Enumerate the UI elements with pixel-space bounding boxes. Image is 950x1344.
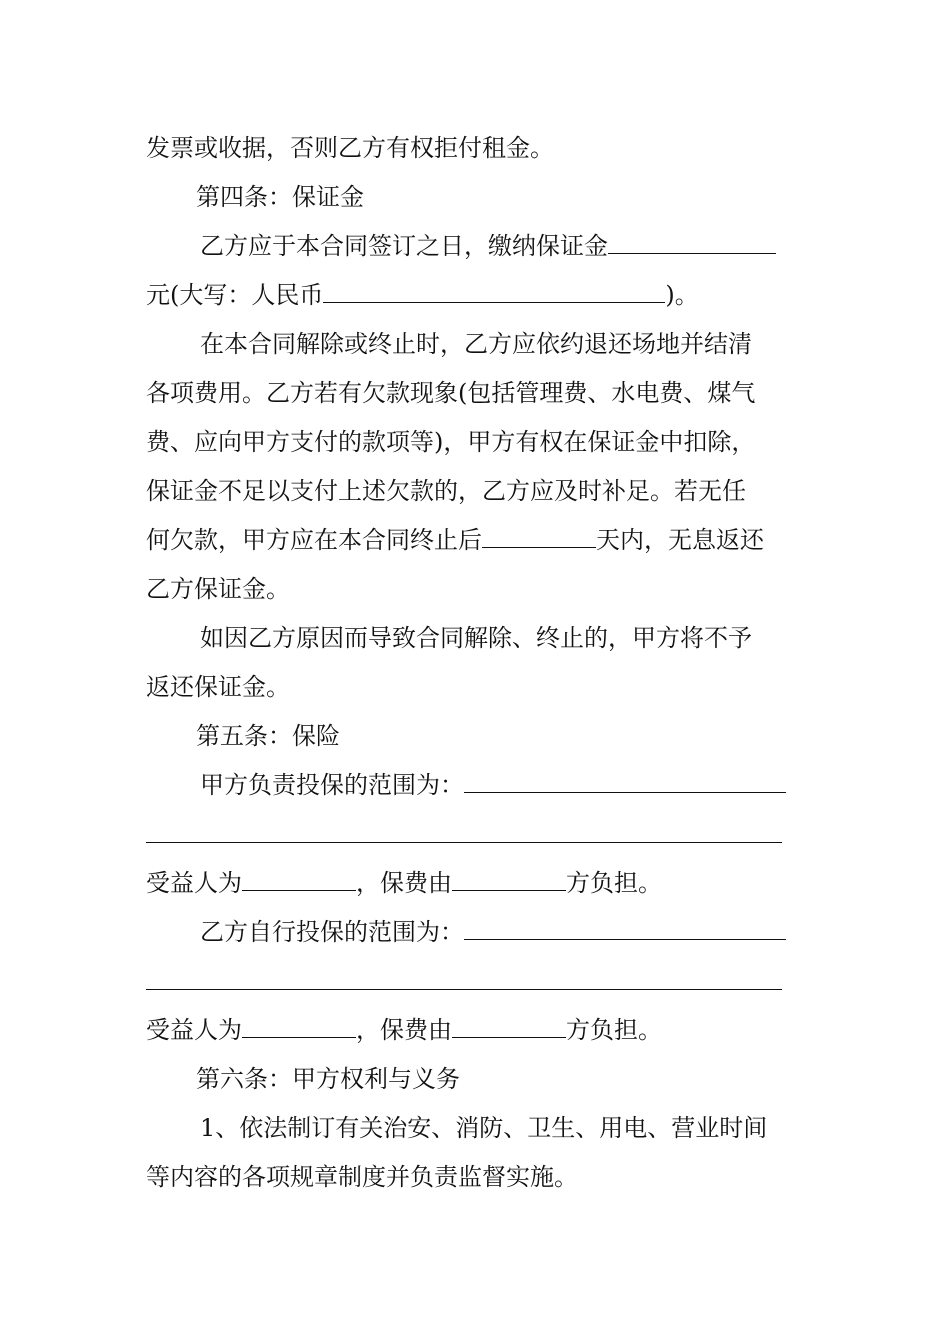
text: )。 xyxy=(665,281,699,309)
refund-days-blank xyxy=(482,517,596,548)
article-4-heading xyxy=(146,173,808,222)
paragraph-line xyxy=(146,467,808,516)
underline-rule xyxy=(146,989,782,990)
paragraph-line xyxy=(146,516,808,565)
heading-text: 第六条：甲方权利与义务 xyxy=(196,1065,460,1093)
text: 乙方自行投保的范围为： xyxy=(200,918,464,946)
paragraph-line xyxy=(146,1104,808,1153)
paragraph-line xyxy=(146,1006,808,1055)
party-b-insurance-scope-blank xyxy=(464,909,786,940)
article-5-heading xyxy=(146,712,808,761)
underline-rule xyxy=(146,842,782,843)
paragraph-line xyxy=(146,369,808,418)
text: 方负担。 xyxy=(566,869,662,897)
text: ，保费由 xyxy=(356,1016,452,1044)
paragraph-line xyxy=(146,614,808,663)
paragraph-line xyxy=(146,859,808,908)
text: 返还保证金。 xyxy=(146,673,290,701)
paragraph-line xyxy=(146,418,808,467)
heading-text: 第四条：保证金 xyxy=(196,183,364,211)
text: 如因乙方原因而导致合同解除、终止的，甲方将不予 xyxy=(200,624,752,652)
beneficiary-blank xyxy=(242,860,356,891)
text: 1、依法制订有关治安、消防、卫生、用电、营业时间 xyxy=(200,1114,768,1142)
deposit-capital-blank xyxy=(323,272,665,303)
premium-payer-blank xyxy=(452,1007,566,1038)
paragraph-line xyxy=(146,565,808,614)
text: 受益人为 xyxy=(146,1016,242,1044)
paragraph-line xyxy=(146,124,808,173)
paragraph-line xyxy=(146,663,808,712)
heading-text: 第五条：保险 xyxy=(196,722,340,750)
paragraph-line xyxy=(146,761,808,810)
text: 乙方保证金。 xyxy=(146,575,290,603)
party-a-insurance-scope-blank-line xyxy=(146,810,808,859)
premium-payer-blank xyxy=(452,860,566,891)
text: 等内容的各项规章制度并负责监督实施。 xyxy=(146,1163,578,1191)
text: 保证金不足以支付上述欠款的，乙方应及时补足。若无任 xyxy=(146,477,746,505)
paragraph-line xyxy=(146,271,808,320)
party-b-insurance-scope-blank-line xyxy=(146,957,808,1006)
text: 方负担。 xyxy=(566,1016,662,1044)
beneficiary-blank xyxy=(242,1007,356,1038)
text: 在本合同解除或终止时，乙方应依约退还场地并结清 xyxy=(200,330,752,358)
text: 元(大写：人民币 xyxy=(146,281,324,309)
paragraph-line xyxy=(146,320,808,369)
paragraph-line xyxy=(146,222,808,271)
text: 何欠款，甲方应在本合同终止后 xyxy=(146,526,482,554)
deposit-amount-blank xyxy=(608,223,776,254)
text: 发票或收据，否则乙方有权拒付租金。 xyxy=(146,134,554,162)
text: 受益人为 xyxy=(146,869,242,897)
text: 天内，无息返还 xyxy=(596,526,764,554)
text: ，保费由 xyxy=(356,869,452,897)
contract-body xyxy=(146,124,808,1202)
paragraph-line xyxy=(146,908,808,957)
paragraph-line xyxy=(146,1153,808,1202)
text: 各项费用。乙方若有欠款现象(包括管理费、水电费、煤气 xyxy=(146,379,756,407)
text: 乙方应于本合同签订之日，缴纳保证金 xyxy=(200,232,608,260)
article-6-heading xyxy=(146,1055,808,1104)
text: 甲方负责投保的范围为： xyxy=(200,771,464,799)
text: 费、应向甲方支付的款项等)，甲方有权在保证金中扣除， xyxy=(146,428,756,456)
party-a-insurance-scope-blank xyxy=(464,762,786,793)
